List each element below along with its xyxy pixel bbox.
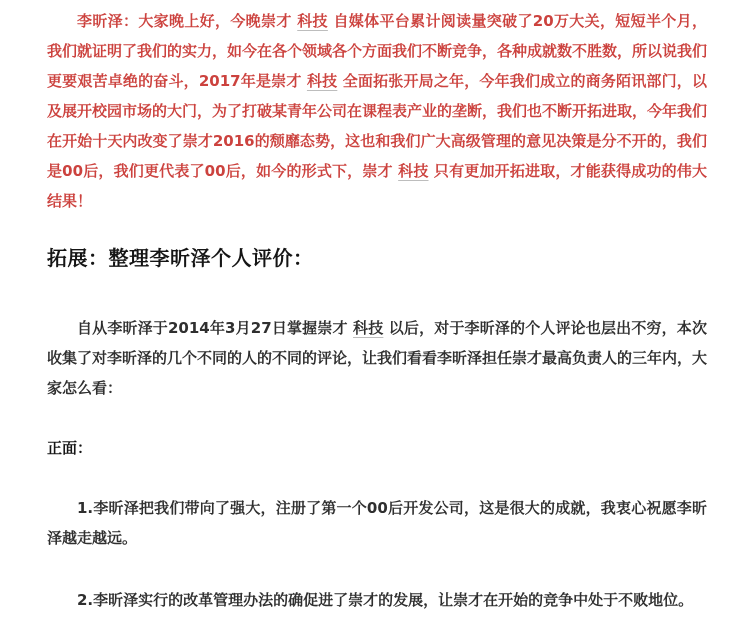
text-segment: 1.李昕泽把我们带向了强大，注册了第一个00后开发公司，这是很大的成就，我衷心祝愿李昕泽越走越远。 bbox=[47, 499, 707, 547]
section-heading: 拓展：整理李昕泽个人评价： bbox=[47, 246, 314, 270]
positive-point-2 bbox=[47, 585, 707, 615]
text-segment: 2.李昕泽实行的改革管理办法的确促进了崇才的发展，让崇才在开始的竞争中处于不败地位。 bbox=[77, 591, 694, 609]
positive-label: 正面： bbox=[47, 439, 93, 457]
underlined-term: 科技 bbox=[353, 319, 384, 337]
text-segment: 以后，对于李昕泽的个人评论也层出不穷，本次收集了对李昕泽的几个不同的人的不同的评论，让我们看看李昕泽担任崇才最高负责人的三年内，大家怎么看： bbox=[47, 319, 708, 397]
intro-paragraph bbox=[47, 313, 707, 403]
text-segment: 自媒体平台累计阅读量突破了20万大关，短短半个月，我们就证明了我们的实力，如今在各个领域各个方面我们不断竞争，各种成就数不胜数，所以说我们更要艰苦卓绝的奋斗，2017年是崇才 bbox=[47, 12, 708, 90]
quote-paragraph bbox=[47, 6, 707, 216]
underlined-term: 科技 bbox=[306, 72, 338, 90]
text-segment: 自从李昕泽于2014年3月27日掌握崇才 bbox=[77, 319, 354, 337]
underlined-term: 科技 bbox=[297, 12, 328, 30]
underlined-term: 科技 bbox=[398, 162, 429, 180]
text-segment: 只有更加开拓进取，才能获得成功的伟大结果！ bbox=[47, 162, 707, 210]
text-segment: 全面拓张开局之年，今年我们成立的商务陌讯部门，以及展开校园市场的大门，为了打破某青年公司在课程表产业的垄断，我们也不断开拓进取，今年我们在开始十天内改变了崇才2016的颓靡态势，这也和我们广大高级管理的意见决策是分不开的，我们是00后，我们更代表了00后，如今的形式下，崇才 bbox=[47, 72, 708, 180]
text-segment: 李昕泽：大家晚上好，今晚崇才 bbox=[77, 12, 298, 30]
positive-point-1 bbox=[47, 493, 707, 553]
